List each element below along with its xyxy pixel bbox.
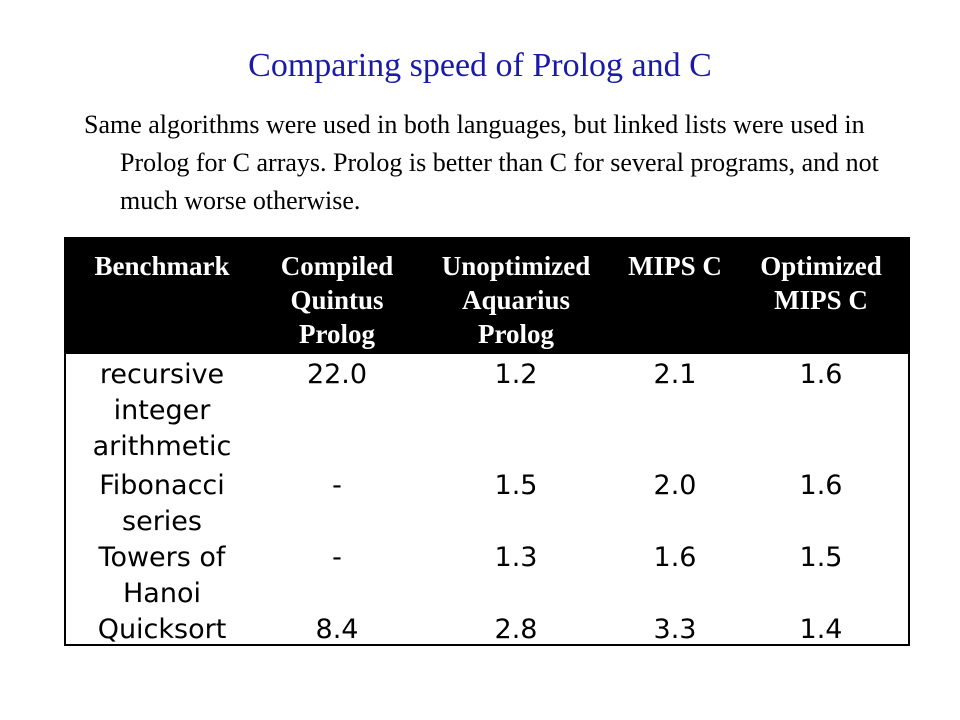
description-text: Same algorithms were used in both languages, but linked lists were used in Prolog for C arrays. Prolog is better than C for several programs, and not much worse otherwise. bbox=[84, 110, 879, 215]
cell-aquarius: 1.2 bbox=[494, 359, 538, 390]
cell-optimized-mips-c: 1.6 bbox=[799, 359, 843, 390]
header-benchmark: Benchmark bbox=[94, 251, 230, 281]
cell-mips-c: 2.0 bbox=[653, 470, 697, 501]
header-optimized-mips-c: Optimized MIPS C bbox=[760, 251, 882, 315]
cell-mips-c: 2.1 bbox=[653, 359, 697, 390]
cell-benchmark: Fibonacci series bbox=[99, 470, 225, 537]
benchmark-table bbox=[64, 237, 910, 646]
cell-mips-c: 1.6 bbox=[653, 542, 697, 573]
cell-quintus: 22.0 bbox=[306, 359, 368, 390]
cell-benchmark: Towers of Hanoi bbox=[98, 542, 226, 609]
description-paragraph bbox=[84, 106, 914, 220]
cell-benchmark: recursive integer arithmetic bbox=[92, 359, 232, 462]
cell-aquarius: 1.3 bbox=[494, 542, 538, 573]
header-aquarius-prolog: Unoptimized Aquarius Prolog bbox=[441, 251, 591, 349]
header-quintus-prolog: Compiled Quintus Prolog bbox=[280, 251, 394, 349]
cell-aquarius: 2.8 bbox=[494, 614, 538, 645]
cell-benchmark: Quicksort bbox=[97, 614, 227, 645]
cell-mips-c: 3.3 bbox=[653, 614, 697, 645]
cell-optimized-mips-c: 1.4 bbox=[799, 614, 843, 645]
cell-optimized-mips-c: 1.6 bbox=[799, 470, 843, 501]
cell-quintus: - bbox=[332, 542, 342, 573]
slide-title: Comparing speed of Prolog and C bbox=[248, 47, 712, 84]
header-mips-c: MIPS C bbox=[628, 251, 722, 281]
table-header bbox=[66, 239, 908, 354]
cell-aquarius: 1.5 bbox=[494, 470, 538, 501]
cell-quintus: 8.4 bbox=[315, 614, 359, 645]
cell-optimized-mips-c: 1.5 bbox=[799, 542, 843, 573]
cell-quintus: - bbox=[332, 470, 342, 501]
